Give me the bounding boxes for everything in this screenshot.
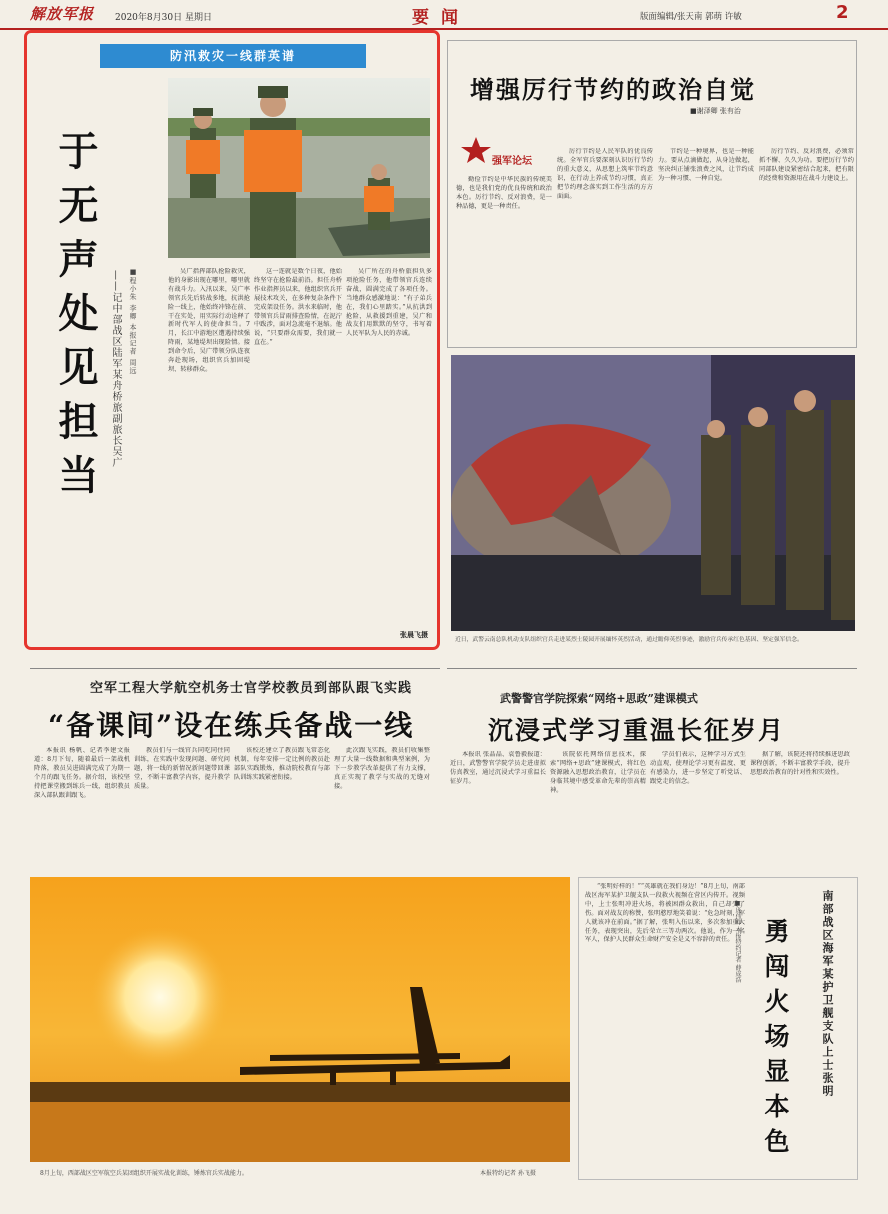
commentary-author: ■谢泽卿 张有治 bbox=[690, 107, 741, 115]
hero-headline: 于无声处见担当 bbox=[52, 130, 99, 508]
commentary-headline: 增强厉行节约的政治自觉 bbox=[470, 75, 756, 104]
fire-story-kicker: 南部战区海军某护卫舰支队上士张明 bbox=[821, 890, 834, 1098]
newspaper-logo: 解放军报 bbox=[30, 5, 95, 23]
soldiers-at-memorial-photo bbox=[451, 355, 855, 631]
page-number: 2 bbox=[836, 2, 849, 23]
ideology-body-column: 学员们表示，这种学习方式生动直观，使理论学习更有温度、更有感染力，进一步坚定了听党话、跟党走的信念。 bbox=[650, 751, 746, 785]
issue-date: 2020年8月30日 星期日 bbox=[115, 13, 212, 23]
commentary-body-column: 勤俭节约是中华民族的传统美德，也是我们党的优良传统和政治本色。厉行节约、反对浪费，是一种品德，更是一种责任。 bbox=[456, 176, 552, 210]
memorial-photo-caption: 近日，武警云南总队机动支队组织官兵走进某烈士陵园开展缅怀英烈活动，通过瞻仰英烈事迹，激励官兵传承红色基因、坚定强军信念。 bbox=[455, 637, 803, 643]
hero-banner: 防汛救灾一线群英谱 bbox=[100, 44, 366, 68]
hero-photo-credit: 张晨飞摄 bbox=[400, 630, 428, 639]
transport-aircraft-sunset-photo bbox=[30, 877, 570, 1162]
star-icon bbox=[456, 135, 496, 165]
aircraft-photo-credit: 本报特约记者 孙飞摄 bbox=[480, 1170, 536, 1177]
fire-story-headline: 勇闯火场显本色 bbox=[761, 918, 790, 1163]
aircraft-photo-caption: 8月上旬，西部战区空军航空兵某团组织开展实战化训练，锤炼官兵实战能力。 bbox=[40, 1170, 248, 1177]
page-editors: 版面编辑/张天南 郭萌 许敏 bbox=[640, 12, 742, 22]
hero-photo bbox=[168, 78, 430, 258]
ideology-article-kicker: 武警警官学院探索“网络+思政”建课模式 bbox=[500, 692, 698, 705]
soldiers-in-flood-photo bbox=[168, 78, 430, 258]
fire-story-body: “张明好样的！”“英雄就在我们身边！”8月上旬，南部战区海军某护卫舰支队一段救火视频在营区内传开。视频中，上士张明冲进火场，将被困群众救出，自己却受了伤。面对战友的称赞，张明憨厚地笑着说：“危急时刻，军人就该冲在前面。”据了解，张明入伍以来，多次参加重大任务，表现突出，先后荣立三等功两次。他说，作为一名军人，保护人民群众生命财产安全是义不容辞的责任。 bbox=[585, 883, 745, 944]
commentary-body-column: 节约是一种境界，也是一种能力。要从点滴做起，从身边做起，坚决纠正铺张浪费之风，让节约成为一种习惯、一种自觉。 bbox=[658, 148, 754, 182]
hero-subheadline: ——记中部战区陆军某舟桥旅副旅长吴广 bbox=[110, 270, 121, 468]
training-body-column: 该校还建立了教员跟飞常态化机制，每年安排一定比例的教员赴部队实践锻炼，推动院校教育与部队训练实践紧密衔接。 bbox=[234, 747, 330, 781]
divider bbox=[447, 668, 857, 669]
training-body-column: 教员们与一线官兵同吃同住同训练，在实践中发现问题、研究问题，将一线的新情况新问题带回课堂，不断丰富教学内容，提升教学质量。 bbox=[134, 747, 230, 790]
ideology-body-column: 本报讯 张晶晶、袁鲁毅报道：近日，武警警官学院学员走进虚拟仿真教室，通过沉浸式学习重温长征岁月。 bbox=[450, 751, 546, 785]
hero-body-column: 这一连就是数个日夜，他始终坚守在抢险最前沿。担任舟桥作业指挥员以来，他组织官兵开展技术攻关，在多种复杂条件下完成架设任务。洪水来临时，他带领官兵冒雨排查险情，在泥泞中跋涉，面对急流毫不退缩。他说，“只要群众需要，我们就一直在。” bbox=[254, 268, 342, 347]
forum-label: 强军论坛 bbox=[492, 156, 532, 167]
ideology-body-column: 该院依托网络信息技术，探索“网络+思政”建课模式，将红色资源融入思想政治教育，让学员在身临其境中感受革命先辈的崇高精神。 bbox=[550, 751, 646, 794]
ideology-article-headline: 沉浸式学习重温长征岁月 bbox=[488, 716, 786, 745]
hero-byline: ■程小朱 李卿 本报记者 周远 bbox=[129, 268, 137, 375]
commentary-body-column: 厉行节约是人民军队的优良传统。全军官兵要深刻认识厉行节约的重大意义，从思想上筑牢节约意识，在行动上养成节约习惯，真正把节约理念落实到工作生活的方方面面。 bbox=[557, 148, 653, 200]
training-article-headline: “备课间”设在练兵备战一线 bbox=[48, 709, 415, 742]
training-article-kicker: 空军工程大学航空机务士官学校教员到部队跟飞实践 bbox=[90, 681, 413, 696]
commentary-body-column: 厉行节约、反对浪费，必须常抓不懈、久久为功。要把厉行节约同部队建设紧密结合起来，把有限的经费和资源用在战斗力建设上。 bbox=[759, 148, 854, 182]
training-body-column: 此次跟飞实践，教员们收集整理了大量一线数据和典型案例，为下一步教学改革提供了有力支撑，真正实现了教学与实战的无缝对接。 bbox=[334, 747, 430, 790]
hero-body-column: 吴广所在的舟桥旅担负多项抢险任务，他带领官兵连续奋战，圆满完成了各项任务。当地群众感激地说：“有子弟兵在，我们心里踏实。”从抗洪到抢险，从救援到重建，吴广和战友们用默默的坚守，书写着人民军队为人民的赤诚。 bbox=[346, 268, 432, 338]
divider bbox=[30, 668, 440, 669]
ideology-body-column: 据了解，该院还将持续推进思政课程创新，不断丰富教学手段，提升思想政治教育的针对性和实效性。 bbox=[750, 751, 850, 776]
section-title: 要闻 bbox=[412, 8, 470, 28]
fire-story-byline: ■庞伟峰 本报特约记者 薛成浩 bbox=[734, 900, 741, 983]
training-body-column: 本报讯 杨帆、记者李建文报道：8月下旬，随着最后一架战机降落，教员吴进圆满完成了为期一个月的跟飞任务。据介绍，该校坚持把课堂搬到练兵一线，组织教员深入部队跟训跟飞。 bbox=[34, 747, 130, 799]
hero-body-column: 吴广指挥部队抢险救灾，他的身影出现在哪里，哪里就有战斗力。入汛以来，吴广率领官兵先后转战多地，抗洪抢险一线上，他始终冲锋在前、干在实处，用实际行动诠释了新时代军人的使命担当。7月，长江中游地区遭遇持续强降雨，某地堤坝出现险情。接到命令后，吴广带领分队连夜奔赴现场，组织官兵加固堤坝、转移群众。 bbox=[168, 268, 250, 373]
aircraft-photo bbox=[30, 877, 570, 1162]
memorial-photo bbox=[451, 355, 855, 631]
